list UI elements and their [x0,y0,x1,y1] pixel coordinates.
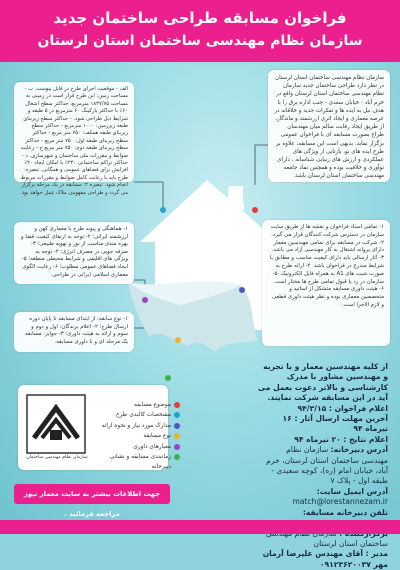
competition-type-box [14,312,134,352]
email-label: آدرس ایمیل سایت: [316,486,388,496]
legend-item [96,452,180,471]
legend-item [96,410,180,420]
marker-dot [252,207,258,213]
manager-label: مدیر : آقای مهندس علیرضا آرمان مهر [262,549,388,569]
legend-label: زمانبندی مسابقه و نشانی دبیرخانه [109,453,171,471]
intro-text: سازمان نظام مهندسی ساختمان استان لرستان در نظر دارد طراحی ساختمان جدید سازمان نظام مهندسی ساختمان استان لرستان واقع در خرم آباد - خیابان سعدی - جنب اداره برق را با هدف نیل به ایده ها و تفکرات جدید و خلاقانه در عرصه معماری و ایجاد اثری ارزشمند و ماندگار، از طریق ایجاد رقابت سالم میان مهندسان طراح بصورت مسابقه ای با فراخوان عمومی برگزار نماید. بدیهی است این مسابقه، علاوه بر طرح ایده های نو، بازتابی از ویژگی های عملکردی و ارزش های زیبایی شناسانه ، دارای نوآوری و خلاقیت بوده و همچنین نماد جامعه مهندسی ساختمان استان لرستان باشد. [274,75,384,180]
submission-rules-text: ۱- تمامی اسناد فراخوان و نقشه ها از طریق سایت سازمان در دسترس شرکت کنندگان قرار می گیرد. ۲- شرکت در مسابقه برای تمامی مهندسین معمار دارای پروانه اشتغال به کار مهندسی آزاد می باشد. ۳- آثار ارسالی باید دارای کیفیت مناسب و مطابق با شرایط مندرج در فراخوان باشد. ۴- ارائه طرح به صورت شیت های A1 به همراه فایل الکترونیک. ۵- سازمان در رد یا قبول تمامی طرح ها مختار است. ۶- هیئت داوری مسابقه متشکل از اساتید و متخصصین معماری بوده و نظر هیئت داوری قطعی و لازم الاجرا است. [269,224,384,308]
page-title: فراخوان مسابقه طراحی ساختمان جدید [53,9,347,27]
legend-swatch [174,433,180,439]
results-date: ۲۰ تیرماه ۹۴ [294,434,341,444]
submission-rules-box [262,220,390,346]
legend-item [96,400,180,410]
legend-label: معیارهای داوری [133,443,171,450]
legend-swatch [174,423,180,429]
intro-box [268,70,390,182]
results-label: اعلام نتایج : [343,434,388,444]
legend-label: موضوع مسابقه [133,402,171,408]
project-specs-box [14,82,134,196]
legend-swatch [174,402,180,408]
announce-label: اعلام فراخوان : [328,403,388,413]
legend-label: نوع مسابقه [143,433,171,440]
legend [96,400,180,471]
address-label: آدرس دبیرخانه: [330,445,388,455]
manager-phone: ۰۹۱۲۳۶۲۰۰۳۷ [319,559,371,569]
announce-date: ۹۴/۳/۱۵ [297,403,327,413]
deadline-label: آخرین مهلت ارسال آثار : [294,414,388,424]
tel-label: تلفن دبیرخانه مسابقه: [302,507,388,517]
more-info-button[interactable]: جهت اطلاعات بیشتر به سایت معمار نیوز مراجعه فرمائید . [14,484,170,504]
design-goals-text: ۱- هماهنگی و پیوند طرح با معماری کهن و ارزشمند ایرانی؛ ۲- توجه به ارتقای کیفیت فضا و بهره مندی مناسب از نور و تهویه طبیعی؛ ۳- صرفه جویی در مصرف انرژی؛ ۴- توجه به ویژگی های اقلیمی و شرایط محیطی منطقه؛ ۵- ایجاد فضاهای عمومی مطلوب؛ ۶- رعایت الگوی معماری اسلامی ایرانی در طراحی. [21,226,128,278]
legend-swatch [174,444,180,450]
organization-logo-icon [26,394,86,462]
deadline-date: ۱۶ تیرماه ۹۴ [282,414,388,434]
marker-dot [165,375,171,381]
marker-dot [175,337,181,343]
legend-label: مشخصات کالبدی طرح [115,412,171,419]
legend-label: مدارک مورد نیاز و نحوه ارائه [101,422,171,429]
competition-type-text: ۱- نوع سابقه: از ابتدای مسابقه تا پایان دوره ارسال طرح؛ ۲- اعلام برندگان: اول و دوم و سوم و ارائه به هیئت داوری؛ ۳- جوایز: مسابقه یک مرحله ای و با داوری مسابقه. [25,316,128,345]
info-intro: از کلیه مهندسین معمار و یا تجربه و مهندسین مشاور با مدرک کارشناسی و بالاتر دعوت بعمل می آید در این مسابقه شرکت نمایند. [258,362,388,403]
legend-item [96,431,180,441]
organizer-name: ساختمان استان لرستان [313,538,388,548]
footer-bar [0,520,400,534]
address-text: سازمان نظام مهندسی ساختمان استان لرستان، خرم آباد، خیابان امام (ره)، کوچه سعیدی - طبقه اول - پلاک ۷ [266,445,388,486]
legend-swatch [174,412,180,418]
design-goals-box [14,222,134,284]
logo-caption: سازمان نظام مهندسی ساختمان [26,455,88,460]
email-link[interactable]: match@lorestannezam.ir [292,497,388,507]
marker-dot [239,287,245,293]
legend-swatch [174,454,180,460]
legend-item [96,442,180,452]
marker-dot [160,207,166,213]
project-specs-text: الف - موقعیت اجرای طرح در فایل پیوست. ب - مساحت زمین: این طرح قرار است در زمینی به مساحت ۱۸۳۷/۷۵ مترمربع، حداکثر سطح اشغال ۶۰٪ با حداکثر پارکینگ ۶۰ مترمربع در ۵ طبقه و شرایط ذیل طراحی شود. - حداکثر سطح زیربنای طبقه زیرزمین: ۱۰۰۰ مترمربع - حداکثر سطح زیربنای طبقه همکف: ۷۵۰ متر مربع - حداکثر سطح زیربنای طبقه اول: ۷۵۰ متر مربع - حداکثر سطح زیربنای طبقه دوم: ۷۵۰ متر مربع ج - رعایت ضوابط و مقررات ملی ساختمان و شهرسازی. د - حداکثر تراکم ساختمانی ۲۴۰٪ با امکان ایجاد ۲۰٪ افزایش برای فضاهای عمومی و همگانی. تبصره: طرح باید با رعایت کامل ضوابط و مقررات مربوط انجام شود. تبصره ۲: مسابقه در یک مرحله برگزار می گردد و طراحی مفهومی ملاک عمل خواهد بود. [20,86,128,196]
legend-item [96,421,180,431]
marker-dot [142,297,148,303]
page-subtitle: سازمان نظام مهندسی ساختمان استان لرستان [37,33,363,49]
info-block [258,362,388,570]
